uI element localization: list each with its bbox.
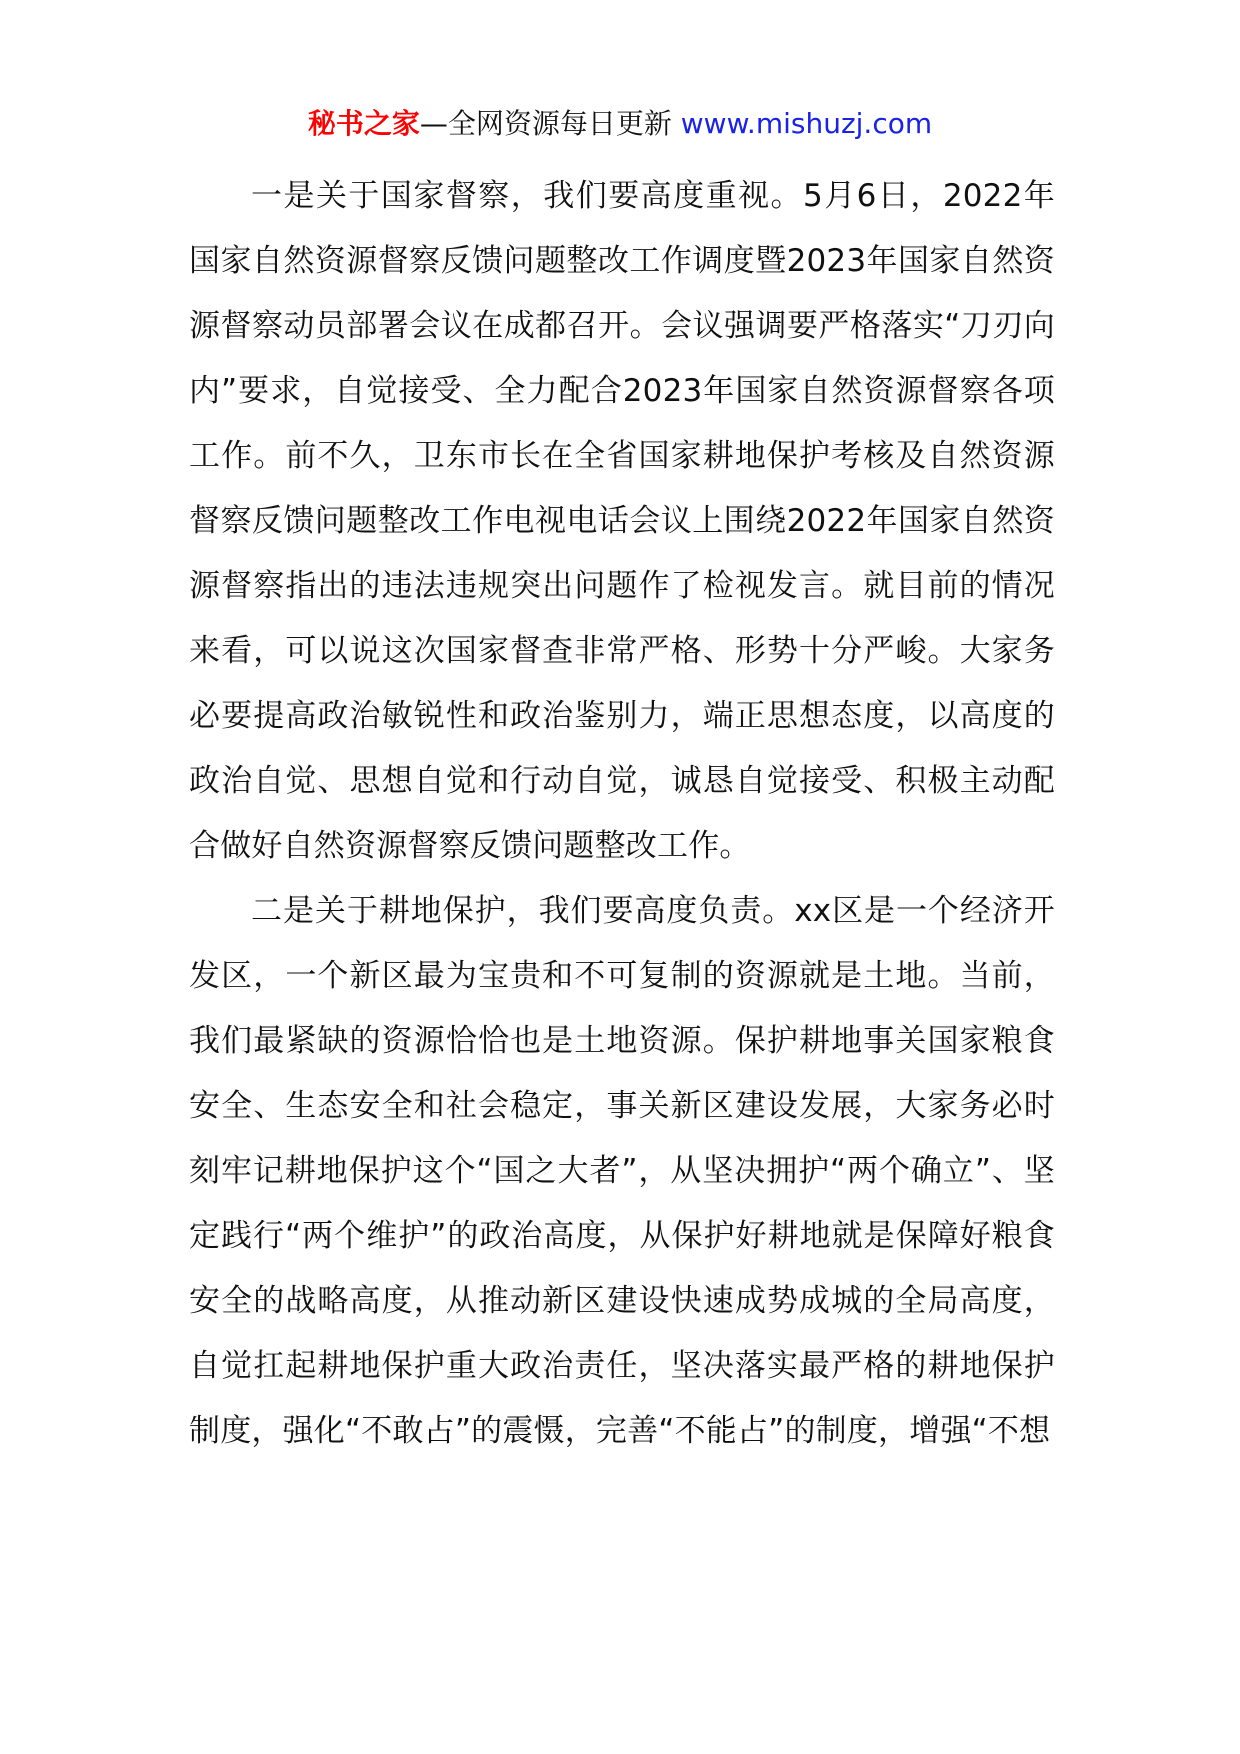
document-body [189,164,1055,1464]
paragraph-farmland-protection: 二是关于耕地保护，我们要高度负责。xx区是一个经济开发区，一个新区最为宝贵和不可复制的资源就是土地。当前，我们最紧缺的资源恰恰也是土地资源。保护耕地事关国家粮食安全、生态安全和社会稳定，事关新区建设发展，大家务必时刻牢记耕地保护这个“国之大者”，从坚决拥护“两个确立”、坚定践行“两个维护”的政治高度，从保护好耕地就是保障好粮食安全的战略高度，从推动新区建设快速成势成城的全局高度，自觉扛起耕地保护重大政治责任，坚决落实最严格的耕地保护制度，强化“不敢占”的震慑，完善“不能占”的制度，增强“不想 [189,893,1055,1449]
brand-name: 秘书之家 [307,107,420,140]
site-url[interactable]: www.mishuzj.com [680,107,933,140]
paragraph-national-inspection: 一是关于国家督察，我们要高度重视。5月6日，2022年国家自然资源督察反馈问题整改工作调度暨2023年国家自然资源督察动员部署会议在成都召开。会议强调要严格落实“刀刃向内”要求，自觉接受、全力配合2023年国家自然资源督察各项工作。前不久，卫东市长在全省国家耕地保护考核及自然资源督察反馈问题整改工作电视电话会议上围绕2022年国家自然资源督察指出的违法违规突出问题作了检视发言。就目前的情况来看，可以说这次国家督查非常严格、形势十分严峻。大家务必要提高政治敏锐性和政治鉴别力，端正思想态度，以高度的政治自觉、思想自觉和行动自觉，诚恳自觉接受、积极主动配合做好自然资源督察反馈问题整改工作。 [189,178,1055,864]
page-header [0,104,1240,144]
header-tagline: —全网资源每日更新 [419,107,681,140]
